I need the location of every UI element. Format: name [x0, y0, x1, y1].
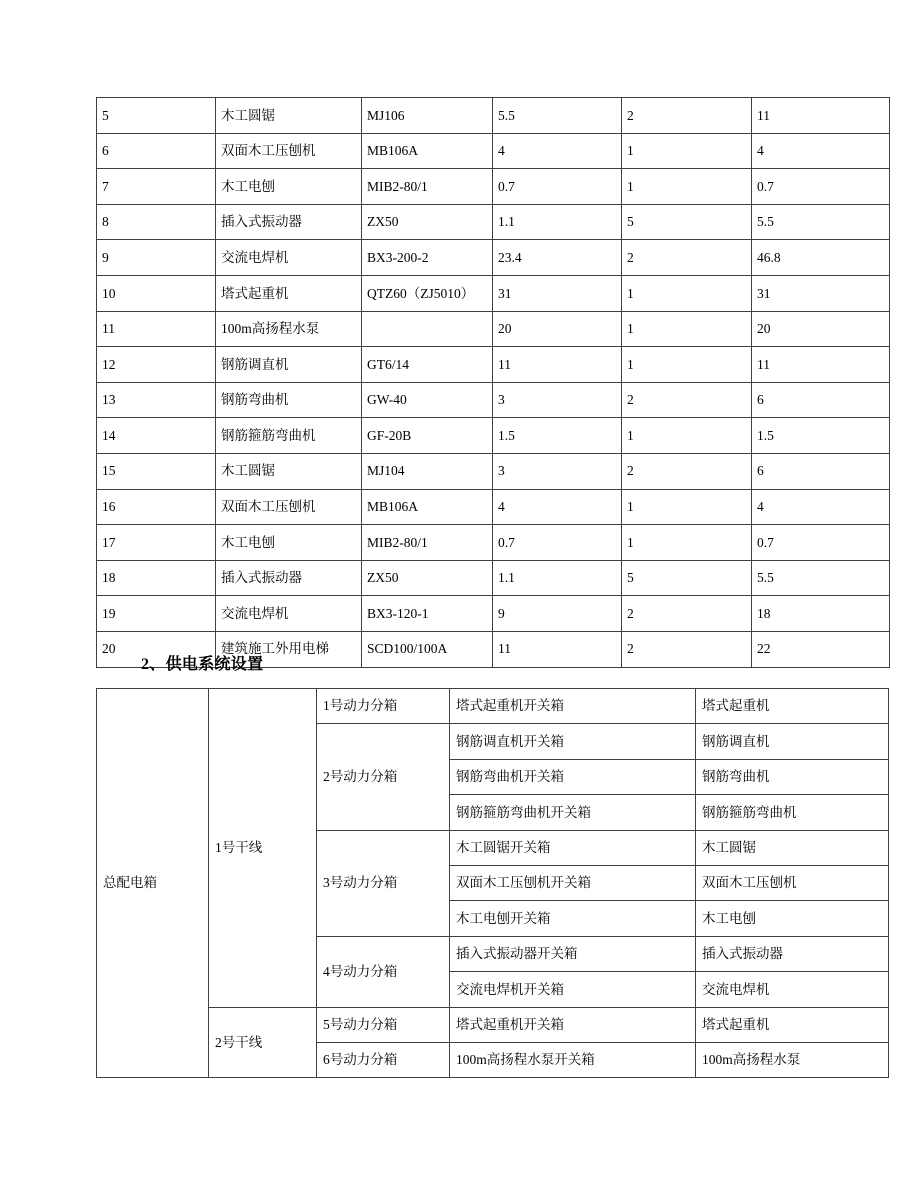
equipment-table-body	[97, 98, 890, 668]
cell-型号: MIB2-80/1	[362, 169, 493, 205]
cell-合计功率: 0.7	[752, 169, 890, 205]
cell-功率: 11	[493, 347, 622, 383]
cell-device: 塔式起重机	[696, 1007, 889, 1042]
cell-型号: BX3-120-1	[362, 596, 493, 632]
cell-序号: 8	[97, 204, 216, 240]
cell-功率: 3	[493, 382, 622, 418]
cell-合计功率: 31	[752, 275, 890, 311]
cell-合计功率: 22	[752, 631, 890, 667]
cell-数量: 2	[622, 382, 752, 418]
cell-device: 交流电焊机	[696, 972, 889, 1007]
cell-switch-box: 钢筋调直机开关箱	[450, 724, 696, 759]
cell-数量: 1	[622, 275, 752, 311]
table-row	[97, 489, 890, 525]
cell-功率: 4	[493, 133, 622, 169]
cell-device: 钢筋弯曲机	[696, 759, 889, 794]
cell-数量: 2	[622, 453, 752, 489]
cell-distribution-box: 3号动力分箱	[317, 830, 450, 936]
cell-型号: MJ104	[362, 453, 493, 489]
cell-机械名称: 塔式起重机	[216, 275, 362, 311]
cell-机械名称: 钢筋弯曲机	[216, 382, 362, 418]
cell-功率: 20	[493, 311, 622, 347]
table-row	[97, 453, 890, 489]
table-row	[97, 560, 890, 596]
cell-序号: 6	[97, 133, 216, 169]
table-row	[97, 689, 889, 724]
cell-型号: MB106A	[362, 133, 493, 169]
cell-合计功率: 5.5	[752, 204, 890, 240]
cell-trunk-line: 1号干线	[209, 689, 317, 1008]
cell-功率: 1.1	[493, 560, 622, 596]
cell-功率: 5.5	[493, 98, 622, 134]
cell-合计功率: 18	[752, 596, 890, 632]
cell-switch-box: 钢筋箍筋弯曲机开关箱	[450, 795, 696, 830]
cell-机械名称: 木工电刨	[216, 169, 362, 205]
cell-序号: 13	[97, 382, 216, 418]
cell-数量: 2	[622, 240, 752, 276]
table-row	[97, 311, 890, 347]
cell-device: 木工电刨	[696, 901, 889, 936]
cell-机械名称: 双面木工压刨机	[216, 489, 362, 525]
cell-数量: 2	[622, 631, 752, 667]
cell-机械名称: 木工电刨	[216, 525, 362, 561]
cell-机械名称: 木工圆锯	[216, 98, 362, 134]
cell-功率: 1.5	[493, 418, 622, 454]
cell-distribution-box: 4号动力分箱	[317, 936, 450, 1007]
table-row	[97, 275, 890, 311]
table-row	[97, 169, 890, 205]
cell-distribution-box: 5号动力分箱	[317, 1007, 450, 1042]
cell-功率: 11	[493, 631, 622, 667]
cell-型号: MIB2-80/1	[362, 525, 493, 561]
cell-功率: 31	[493, 275, 622, 311]
cell-合计功率: 6	[752, 382, 890, 418]
cell-switch-box: 木工电刨开关箱	[450, 901, 696, 936]
cell-数量: 2	[622, 98, 752, 134]
cell-序号: 12	[97, 347, 216, 383]
table-row	[97, 596, 890, 632]
cell-功率: 9	[493, 596, 622, 632]
cell-device: 钢筋箍筋弯曲机	[696, 795, 889, 830]
cell-数量: 1	[622, 311, 752, 347]
cell-功率: 1.1	[493, 204, 622, 240]
cell-合计功率: 0.7	[752, 525, 890, 561]
cell-机械名称: 插入式振动器	[216, 204, 362, 240]
cell-数量: 1	[622, 133, 752, 169]
cell-功率: 4	[493, 489, 622, 525]
cell-型号: BX3-200-2	[362, 240, 493, 276]
cell-合计功率: 11	[752, 347, 890, 383]
cell-机械名称: 双面木工压刨机	[216, 133, 362, 169]
cell-序号: 18	[97, 560, 216, 596]
cell-序号: 10	[97, 275, 216, 311]
table-row	[97, 240, 890, 276]
cell-型号: MJ106	[362, 98, 493, 134]
table-row	[97, 347, 890, 383]
cell-序号: 14	[97, 418, 216, 454]
table-row	[97, 418, 890, 454]
table-row	[97, 382, 890, 418]
cell-数量: 1	[622, 489, 752, 525]
cell-序号: 20	[97, 631, 216, 667]
cell-机械名称: 100m高扬程水泵	[216, 311, 362, 347]
cell-序号: 15	[97, 453, 216, 489]
cell-device: 塔式起重机	[696, 689, 889, 724]
page-title: 2、供电系统设置	[141, 656, 264, 673]
cell-distribution-box: 1号动力分箱	[317, 689, 450, 724]
cell-distribution-box: 6号动力分箱	[317, 1042, 450, 1077]
cell-机械名称: 插入式振动器	[216, 560, 362, 596]
cell-型号: GF-20B	[362, 418, 493, 454]
cell-型号: ZX50	[362, 560, 493, 596]
cell-main-distribution-box: 总配电箱	[97, 689, 209, 1078]
cell-合计功率: 5.5	[752, 560, 890, 596]
cell-序号: 16	[97, 489, 216, 525]
cell-合计功率: 20	[752, 311, 890, 347]
cell-序号: 9	[97, 240, 216, 276]
cell-机械名称: 木工圆锯	[216, 453, 362, 489]
cell-功率: 0.7	[493, 525, 622, 561]
cell-device: 钢筋调直机	[696, 724, 889, 759]
cell-device: 100m高扬程水泵	[696, 1042, 889, 1077]
cell-功率: 0.7	[493, 169, 622, 205]
cell-型号: MB106A	[362, 489, 493, 525]
cell-合计功率: 46.8	[752, 240, 890, 276]
equipment-table	[96, 97, 890, 668]
cell-合计功率: 4	[752, 489, 890, 525]
cell-序号: 5	[97, 98, 216, 134]
cell-switch-box: 塔式起重机开关箱	[450, 689, 696, 724]
cell-switch-box: 钢筋弯曲机开关箱	[450, 759, 696, 794]
cell-型号: GW-40	[362, 382, 493, 418]
cell-型号: SCD100/100A	[362, 631, 493, 667]
cell-switch-box: 木工圆锯开关箱	[450, 830, 696, 865]
power-supply-table	[96, 688, 889, 1078]
cell-型号: ZX50	[362, 204, 493, 240]
cell-机械名称: 钢筋箍筋弯曲机	[216, 418, 362, 454]
cell-trunk-line: 2号干线	[209, 1007, 317, 1078]
cell-数量: 1	[622, 525, 752, 561]
cell-序号: 7	[97, 169, 216, 205]
cell-switch-box: 插入式振动器开关箱	[450, 936, 696, 971]
table-row	[97, 525, 890, 561]
cell-合计功率: 6	[752, 453, 890, 489]
cell-distribution-box: 2号动力分箱	[317, 724, 450, 830]
cell-功率: 23.4	[493, 240, 622, 276]
cell-数量: 2	[622, 596, 752, 632]
cell-机械名称: 交流电焊机	[216, 596, 362, 632]
cell-合计功率: 11	[752, 98, 890, 134]
cell-功率: 3	[493, 453, 622, 489]
cell-序号: 11	[97, 311, 216, 347]
cell-机械名称: 交流电焊机	[216, 240, 362, 276]
cell-switch-box: 交流电焊机开关箱	[450, 972, 696, 1007]
cell-数量: 5	[622, 560, 752, 596]
cell-数量: 1	[622, 169, 752, 205]
table-row	[97, 133, 890, 169]
cell-机械名称: 钢筋调直机	[216, 347, 362, 383]
cell-型号: GT6/14	[362, 347, 493, 383]
cell-device: 双面木工压刨机	[696, 865, 889, 900]
cell-数量: 1	[622, 418, 752, 454]
cell-序号: 17	[97, 525, 216, 561]
cell-device: 木工圆锯	[696, 830, 889, 865]
cell-switch-box: 100m高扬程水泵开关箱	[450, 1042, 696, 1077]
cell-合计功率: 1.5	[752, 418, 890, 454]
cell-数量: 5	[622, 204, 752, 240]
table-row	[97, 1007, 889, 1042]
table-row	[97, 98, 890, 134]
cell-机械名称: 建筑施工外用电梯	[216, 631, 362, 667]
cell-序号: 19	[97, 596, 216, 632]
cell-switch-box: 塔式起重机开关箱	[450, 1007, 696, 1042]
cell-型号: QTZ60（ZJ5010）	[362, 275, 493, 311]
cell-数量: 1	[622, 347, 752, 383]
power-supply-table-body	[97, 689, 889, 1078]
table-row	[97, 204, 890, 240]
cell-合计功率: 4	[752, 133, 890, 169]
cell-device: 插入式振动器	[696, 936, 889, 971]
cell-switch-box: 双面木工压刨机开关箱	[450, 865, 696, 900]
cell-型号	[362, 311, 493, 347]
